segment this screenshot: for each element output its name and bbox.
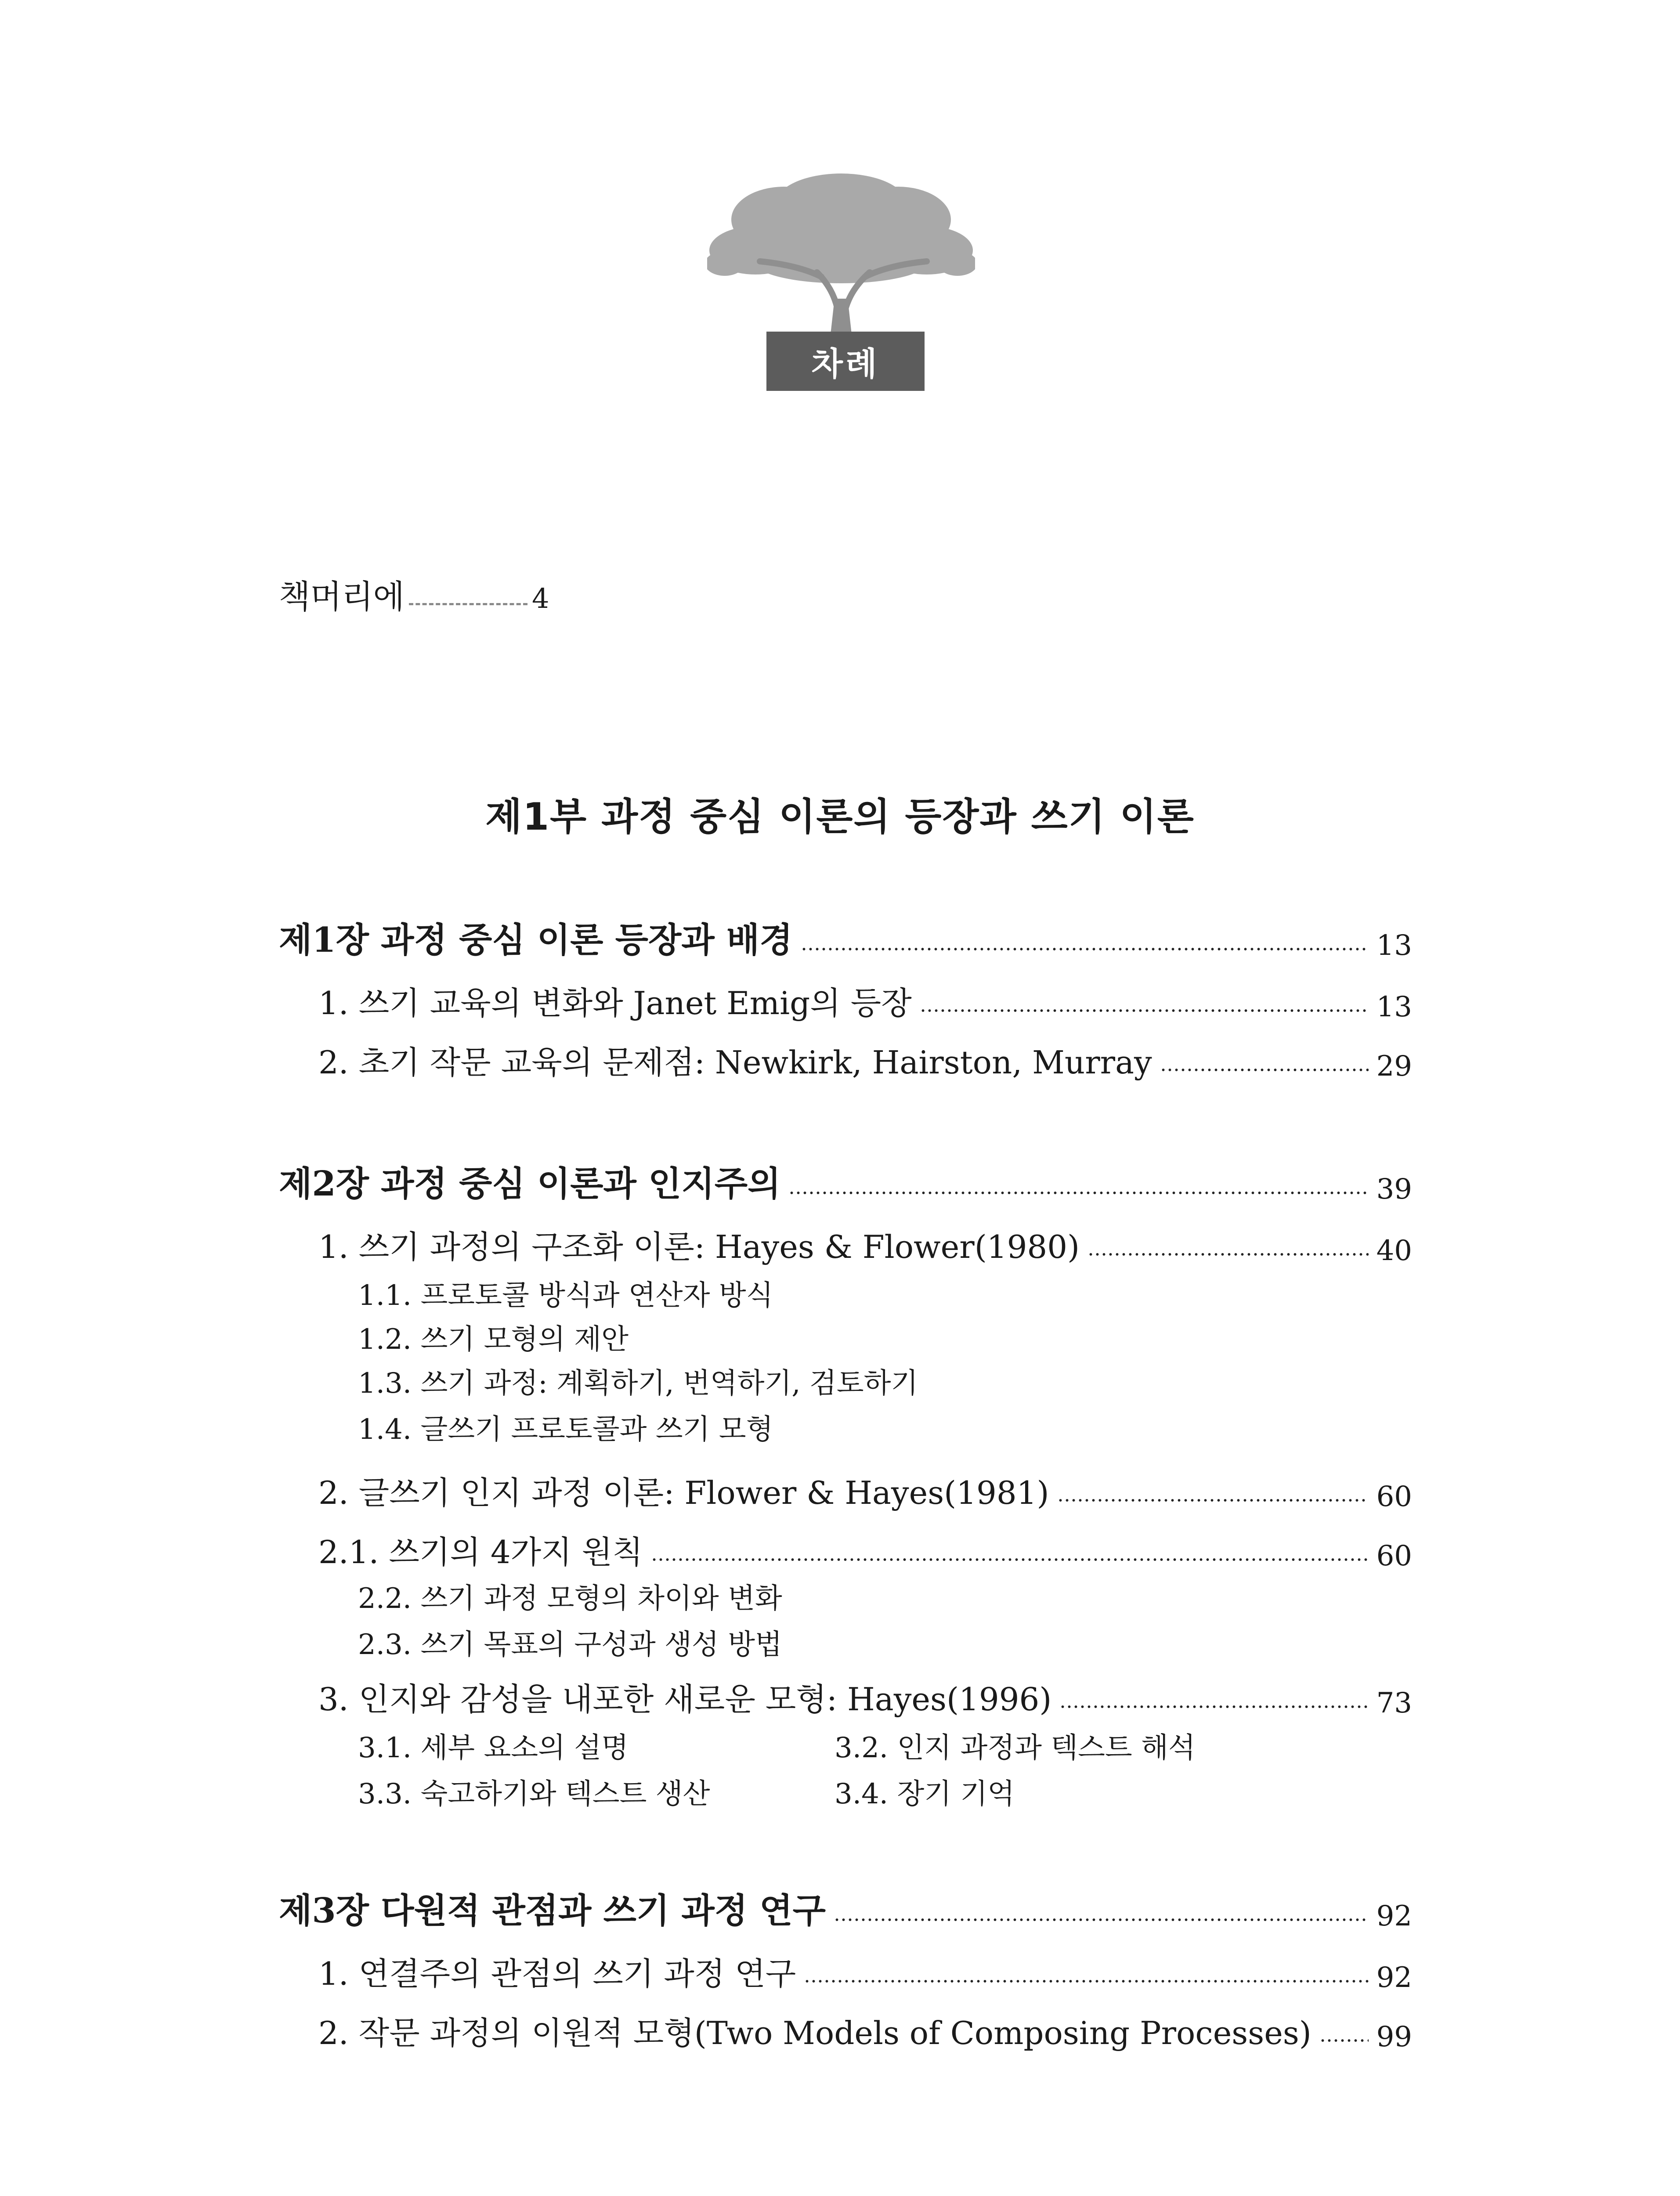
dotted-leader xyxy=(1160,1068,1369,1072)
dotted-leader xyxy=(920,1008,1369,1013)
page-number: 13 xyxy=(1376,929,1412,962)
chapter-title: 제1장 과정 중심 이론 등장과 배경 xyxy=(279,920,793,960)
dotted-leader xyxy=(801,947,1369,951)
toc-section[interactable] xyxy=(318,1465,1412,1513)
toc-subsection[interactable]: 1.1. 프로토콜 방식과 연산자 방식 xyxy=(358,1279,773,1312)
toc-subsection[interactable]: 2.3. 쓰기 목표의 구성과 생성 방법 xyxy=(358,1629,782,1661)
toc-chapter[interactable] xyxy=(279,1157,1412,1206)
page-number: 60 xyxy=(1376,1540,1412,1572)
preface-page-number: 4 xyxy=(531,582,549,614)
toc-chapter[interactable] xyxy=(279,914,1412,962)
section-title: 1. 쓰기 과정의 구조화 이론: Hayes & Flower(1980) xyxy=(318,1228,1080,1265)
dotted-leader xyxy=(409,603,527,605)
toc-section[interactable] xyxy=(318,975,1412,1023)
page-number: 99 xyxy=(1376,2021,1412,2053)
toc-section[interactable] xyxy=(318,1671,1412,1719)
toc-section[interactable] xyxy=(318,1034,1412,1083)
dotted-leader xyxy=(651,1557,1369,1562)
dotted-leader xyxy=(1059,1705,1368,1709)
dotted-leader xyxy=(834,1918,1369,1922)
toc-subsection[interactable]: 3.4. 장기 기억 xyxy=(835,1778,1015,1810)
toc-title-badge xyxy=(766,332,925,391)
toc-section[interactable] xyxy=(318,1524,1412,1572)
page-number: 13 xyxy=(1376,991,1412,1023)
toc-subsection[interactable]: 2.2. 쓰기 과정 모형의 차이와 변화 xyxy=(358,1582,782,1615)
toc-subsection[interactable]: 1.4. 글쓰기 프로토콜과 쓰기 모형 xyxy=(358,1413,773,1446)
page-number: 29 xyxy=(1376,1050,1412,1083)
dotted-leader xyxy=(1057,1498,1369,1503)
toc-subsection[interactable]: 3.1. 세부 요소의 설명 xyxy=(358,1732,629,1764)
dotted-leader xyxy=(788,1191,1368,1195)
chapter-title: 제3장 다원적 관점과 쓰기 과정 연구 xyxy=(279,1891,826,1931)
section-title: 1. 연결주의 관점의 쓰기 과정 연구 xyxy=(318,1955,796,1992)
toc-subsection[interactable]: 3.2. 인지 과정과 텍스트 해석 xyxy=(835,1732,1196,1764)
page-number: 39 xyxy=(1376,1173,1412,1206)
toc-subsection[interactable]: 1.2. 쓰기 모형의 제안 xyxy=(358,1323,629,1356)
dotted-leader xyxy=(804,1979,1368,1983)
section-title: 2.1. 쓰기의 4가지 원칙 xyxy=(318,1534,643,1571)
dotted-leader xyxy=(1087,1252,1368,1257)
section-title: 2. 초기 작문 교육의 문제점: Newkirk, Hairston, Murray xyxy=(318,1044,1152,1081)
toc-section[interactable] xyxy=(318,1946,1412,1994)
section-title: 3. 인지와 감성을 내포한 새로운 모형: Hayes(1996) xyxy=(318,1681,1052,1718)
dotted-leader xyxy=(1319,2038,1369,2043)
page-number: 92 xyxy=(1376,1900,1412,1932)
section-title: 2. 글쓰기 인지 과정 이론: Flower & Hayes(1981) xyxy=(318,1474,1049,1511)
page-number: 92 xyxy=(1376,1961,1412,1994)
page-number: 60 xyxy=(1376,1481,1412,1513)
preface-entry[interactable] xyxy=(279,571,549,624)
toc-chapter[interactable] xyxy=(279,1884,1412,1932)
toc-subsection[interactable]: 3.3. 숙고하기와 텍스트 생산 xyxy=(358,1778,710,1810)
part-heading: 제1부 과정 중심 이론의 등장과 쓰기 이론 xyxy=(485,795,1195,839)
toc-section[interactable] xyxy=(318,2005,1412,2053)
preface-label: 책머리에 xyxy=(279,578,405,616)
toc-title: 차례 xyxy=(811,345,880,383)
chapter-title: 제2장 과정 중심 이론과 인지주의 xyxy=(279,1164,781,1204)
section-title: 2. 작문 과정의 이원적 모형(Two Models of Composing Processes) xyxy=(318,2015,1311,2052)
section-title: 1. 쓰기 교육의 변화와 Janet Emig의 등장 xyxy=(318,985,912,1022)
page-number: 40 xyxy=(1376,1235,1412,1267)
toc-subsection[interactable]: 1.3. 쓰기 과정: 계획하기, 번역하기, 검토하기 xyxy=(358,1367,918,1400)
page-number: 73 xyxy=(1376,1687,1412,1719)
toc-section[interactable] xyxy=(318,1219,1412,1267)
